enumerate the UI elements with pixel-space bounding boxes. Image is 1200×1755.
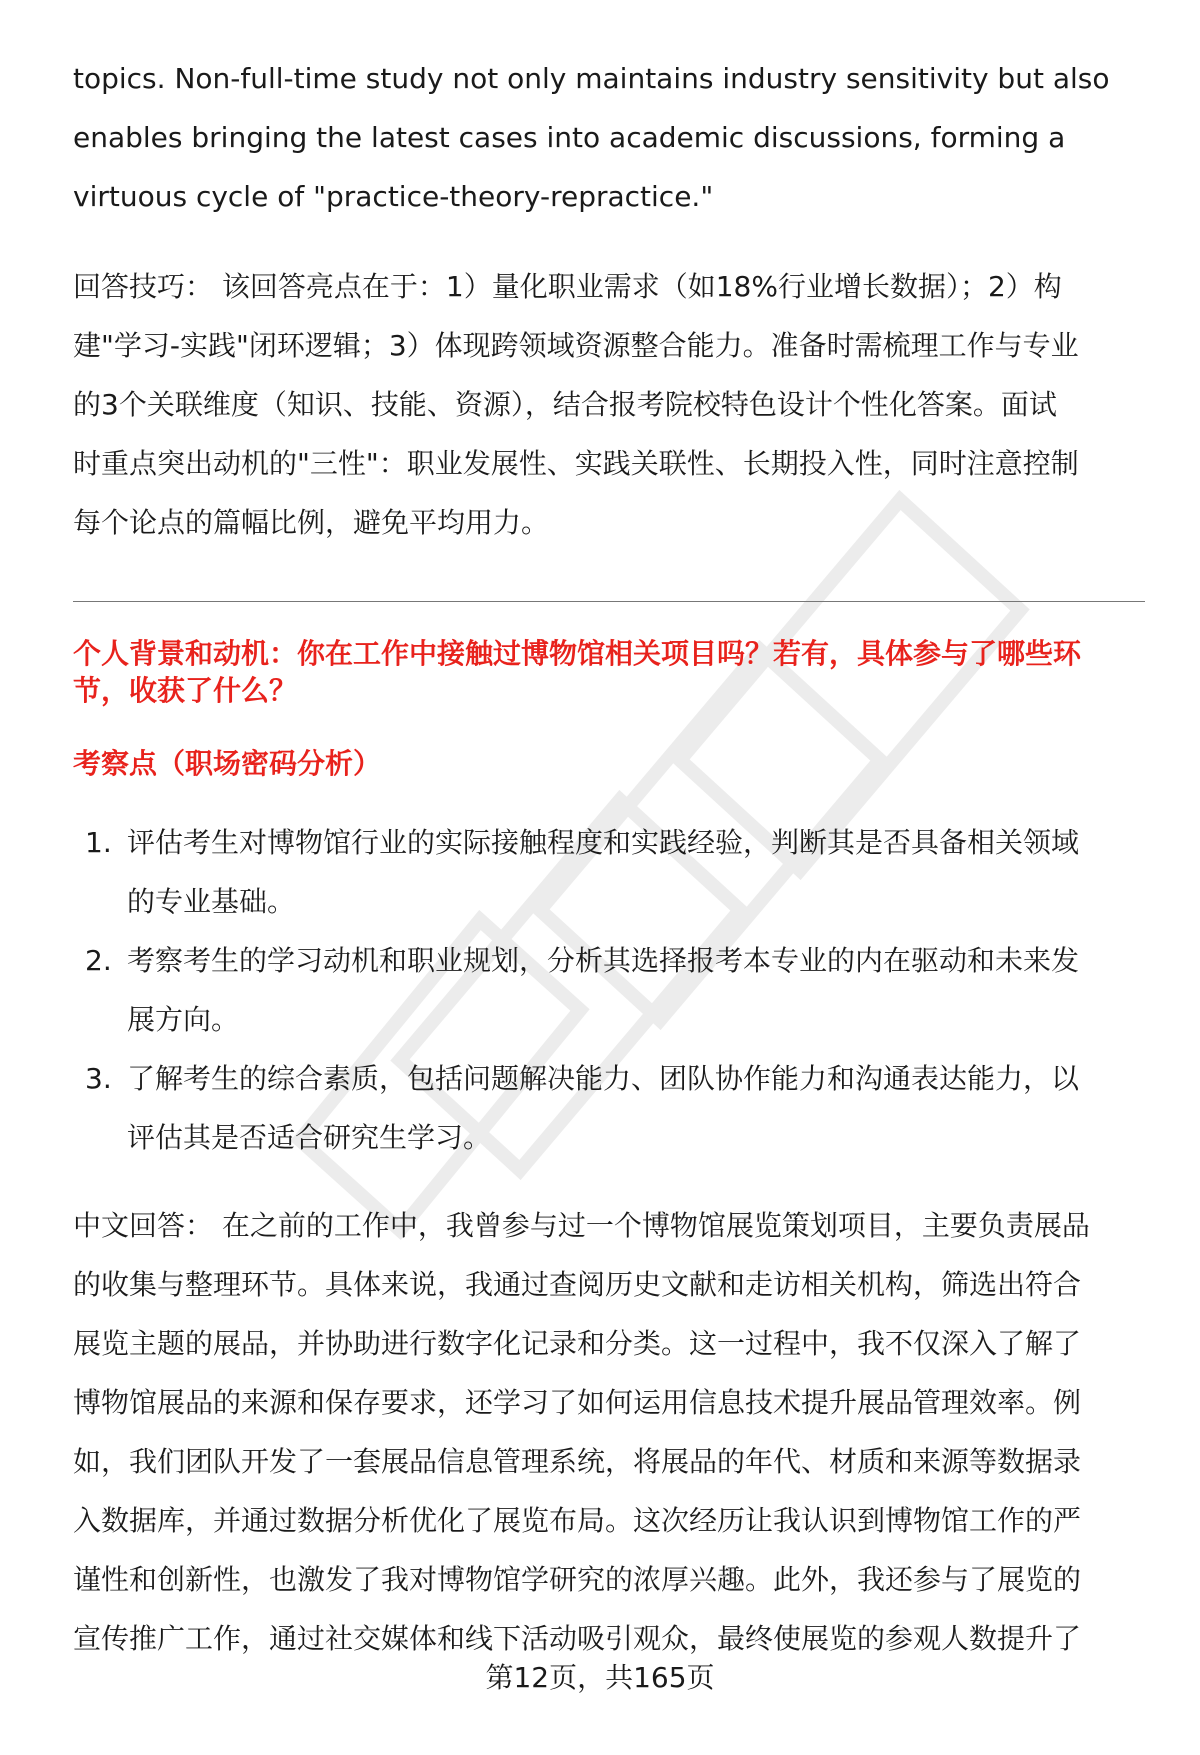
answer-line: 宣传推广工作，通过社交媒体和线下活动吸引观众，最终使展览的参观人数提升了 [73, 1622, 1082, 1655]
list-item: 展方向。 [127, 1003, 240, 1036]
question-heading: 个人背景和动机：你在工作中接触过博物馆相关项目吗？若有，具体参与了哪些环 [73, 637, 1082, 670]
answer-line: 如，我们团队开发了一套展品信息管理系统，将展品的年代、材质和来源等数据录 [73, 1445, 1082, 1478]
list-item: 了解考生的综合素质，包括问题解决能力、团队协作能力和沟通表达能力，以 [127, 1062, 1080, 1095]
intro-line: topics. Non-full-time study not only maintains industry sensitivity but also [73, 62, 1110, 95]
answer-line: 谨性和创新性，也激发了我对博物馆学研究的浓厚兴趣。此外，我还参与了展览的 [73, 1563, 1082, 1596]
list-number: 1. [85, 826, 112, 859]
list-item: 考察考生的学习动机和职业规划，分析其选择报考本专业的内在驱动和未来发 [127, 944, 1080, 977]
list-item: 评估考生对博物馆行业的实际接触程度和实践经验，判断其是否具备相关领域 [127, 826, 1080, 859]
section-divider [73, 601, 1145, 602]
question-heading: 节，收获了什么？ [73, 674, 298, 707]
answer-line: 的收集与整理环节。具体来说，我通过查阅历史文献和走访相关机构，筛选出符合 [73, 1268, 1082, 1301]
tips-line: 建"学习-实践"闭环逻辑；3）体现跨领域资源整合能力。准备时需梳理工作与专业 [73, 329, 1079, 362]
tips-line: 每个论点的篇幅比例，避免平均用力。 [73, 506, 550, 539]
tips-line: 时重点突出动机的"三性"：职业发展性、实践关联性、长期投入性，同时注意控制 [73, 447, 1079, 480]
tips-line: 的3个关联维度（知识、技能、资源），结合报考院校特色设计个性化答案。面试 [73, 388, 1057, 421]
intro-line: enables bringing the latest cases into academic discussions, forming a [73, 121, 1066, 154]
focus-heading: 考察点（职场密码分析） [73, 747, 382, 780]
answer-line: 博物馆展品的来源和保存要求，还学习了如何运用信息技术提升展品管理效率。例 [73, 1386, 1082, 1419]
list-item: 评估其是否适合研究生学习。 [127, 1121, 492, 1154]
tips-line: 回答技巧： 该回答亮点在于：1）量化职业需求（如18%行业增长数据）；2）构 [73, 270, 1062, 303]
list-number: 3. [85, 1062, 112, 1095]
answer-line: 中文回答： 在之前的工作中，我曾参与过一个博物馆展览策划项目，主要负责展品 [73, 1209, 1090, 1242]
list-number: 2. [85, 944, 112, 977]
answer-line: 展览主题的展品，并协助进行数字化记录和分类。这一过程中，我不仅深入了解了 [73, 1327, 1082, 1360]
answer-line: 入数据库，并通过数据分析优化了展览布局。这次经历让我认识到博物馆工作的严 [73, 1504, 1082, 1537]
page-number: 第12页，共165页 [485, 1661, 715, 1694]
list-item: 的专业基础。 [127, 885, 296, 918]
intro-line: virtuous cycle of "practice-theory-repractice." [73, 180, 714, 213]
